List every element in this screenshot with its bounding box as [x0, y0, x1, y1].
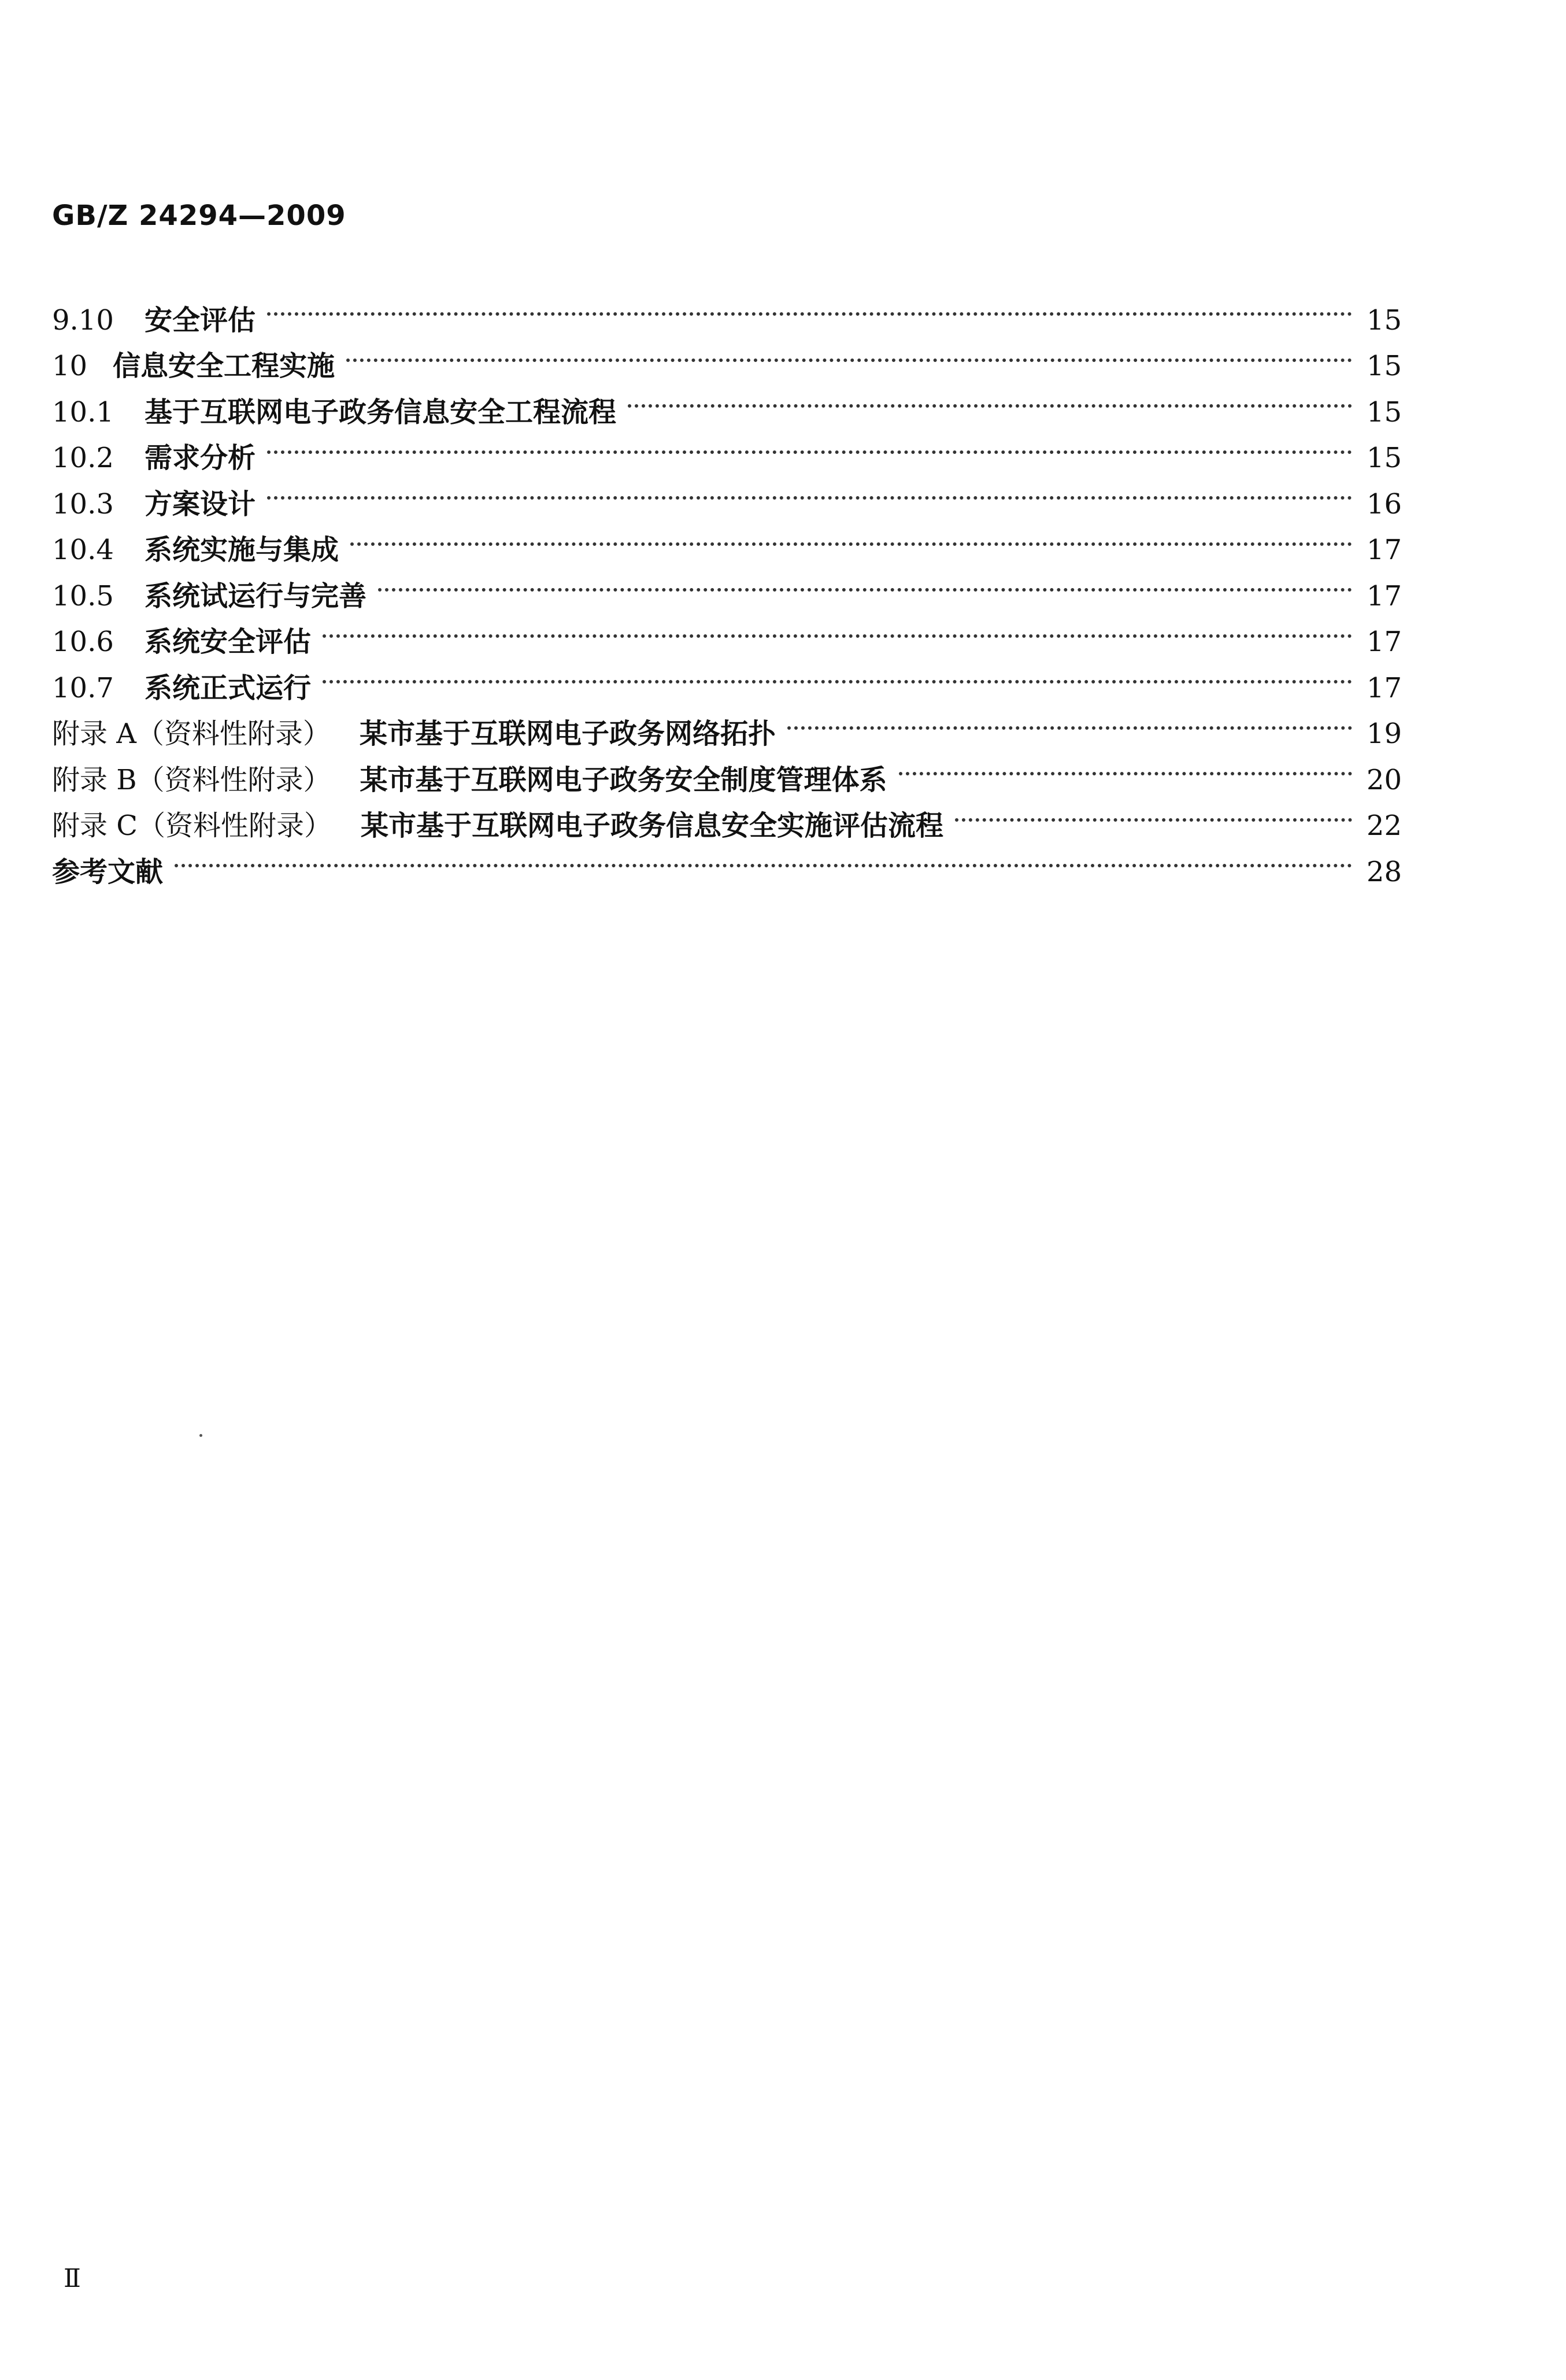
toc-entry-number: 9.10 [52, 304, 114, 337]
toc-entry-page: 16 [1366, 487, 1402, 520]
toc-entry-title: 某市基于互联网电子政务网络拓扑 [359, 718, 776, 750]
toc-entry-title: 系统正式运行 [145, 671, 312, 704]
toc-leader-dots [346, 330, 1352, 376]
toc-entry-page: 20 [1366, 763, 1402, 796]
toc-leader-dots [267, 467, 1352, 513]
toc-entry-title: 参考文献 [52, 855, 164, 888]
toc-entry-page: 15 [1366, 350, 1402, 382]
toc-entry-page: 15 [1366, 396, 1402, 428]
toc-entry-page: 19 [1366, 718, 1402, 750]
toc-leader-dots [899, 743, 1352, 789]
toc-entry-references[interactable] [52, 835, 1402, 888]
toc-entry-number: 10.4 [52, 534, 114, 566]
toc-entry-page: 22 [1366, 810, 1402, 842]
toc-entry-number: 10.5 [52, 579, 114, 612]
toc-entry-page: 17 [1366, 579, 1402, 612]
toc-entry-number: 10.7 [52, 671, 114, 704]
toc-leader-dots [323, 651, 1352, 697]
toc-entry-title: 需求分析 [145, 442, 256, 474]
toc-entry-page: 17 [1366, 534, 1402, 566]
toc-entry-page: 15 [1366, 304, 1402, 337]
toc-entry-page: 15 [1366, 442, 1402, 474]
toc-entry-number: 10.6 [52, 626, 114, 658]
scan-speck [199, 1434, 202, 1437]
toc-leader-dots [628, 375, 1352, 422]
toc-entry-title: 某市基于互联网电子政务信息安全实施评估流程 [361, 810, 944, 842]
toc-entry-number: 附录 A（资料性附录） [52, 718, 331, 750]
toc-entry-number: 10 [52, 350, 88, 382]
toc-leader-dots [267, 283, 1352, 330]
toc-leader-dots [955, 789, 1352, 836]
toc-entry-title: 系统实施与集成 [145, 534, 339, 566]
toc-entry-title: 系统试运行与完善 [145, 579, 367, 612]
toc-entry-title: 系统安全评估 [145, 626, 312, 658]
toc-entry-number: 10.1 [52, 396, 114, 428]
toc-entry-page: 17 [1366, 671, 1402, 704]
toc-entry-number: 附录 B（资料性附录） [52, 763, 331, 796]
toc-leader-dots [378, 559, 1352, 605]
toc-entry-title: 信息安全工程实施 [113, 350, 335, 382]
toc-entry[interactable] [52, 283, 1402, 337]
toc-leader-dots [787, 697, 1352, 744]
toc-entry-page: 28 [1366, 855, 1402, 888]
toc-entry-title: 基于互联网电子政务信息安全工程流程 [145, 396, 617, 428]
toc-entry-title: 某市基于互联网电子政务安全制度管理体系 [360, 763, 887, 796]
toc-entry-title: 安全评估 [145, 304, 256, 337]
toc-entry-number: 10.2 [52, 442, 114, 474]
table-of-contents [52, 283, 1402, 888]
toc-entry-number: 10.3 [52, 487, 114, 520]
standard-number: GB/Z 24294—2009 [52, 199, 346, 232]
toc-leader-dots [175, 835, 1352, 881]
toc-leader-dots [350, 513, 1352, 560]
toc-entry-page: 17 [1366, 626, 1402, 658]
page-number: Ⅱ [64, 2264, 81, 2293]
toc-leader-dots [323, 605, 1352, 652]
toc-entry-number: 附录 C（资料性附录） [52, 810, 332, 842]
toc-leader-dots [267, 422, 1352, 468]
toc-entry-title: 方案设计 [145, 487, 256, 520]
